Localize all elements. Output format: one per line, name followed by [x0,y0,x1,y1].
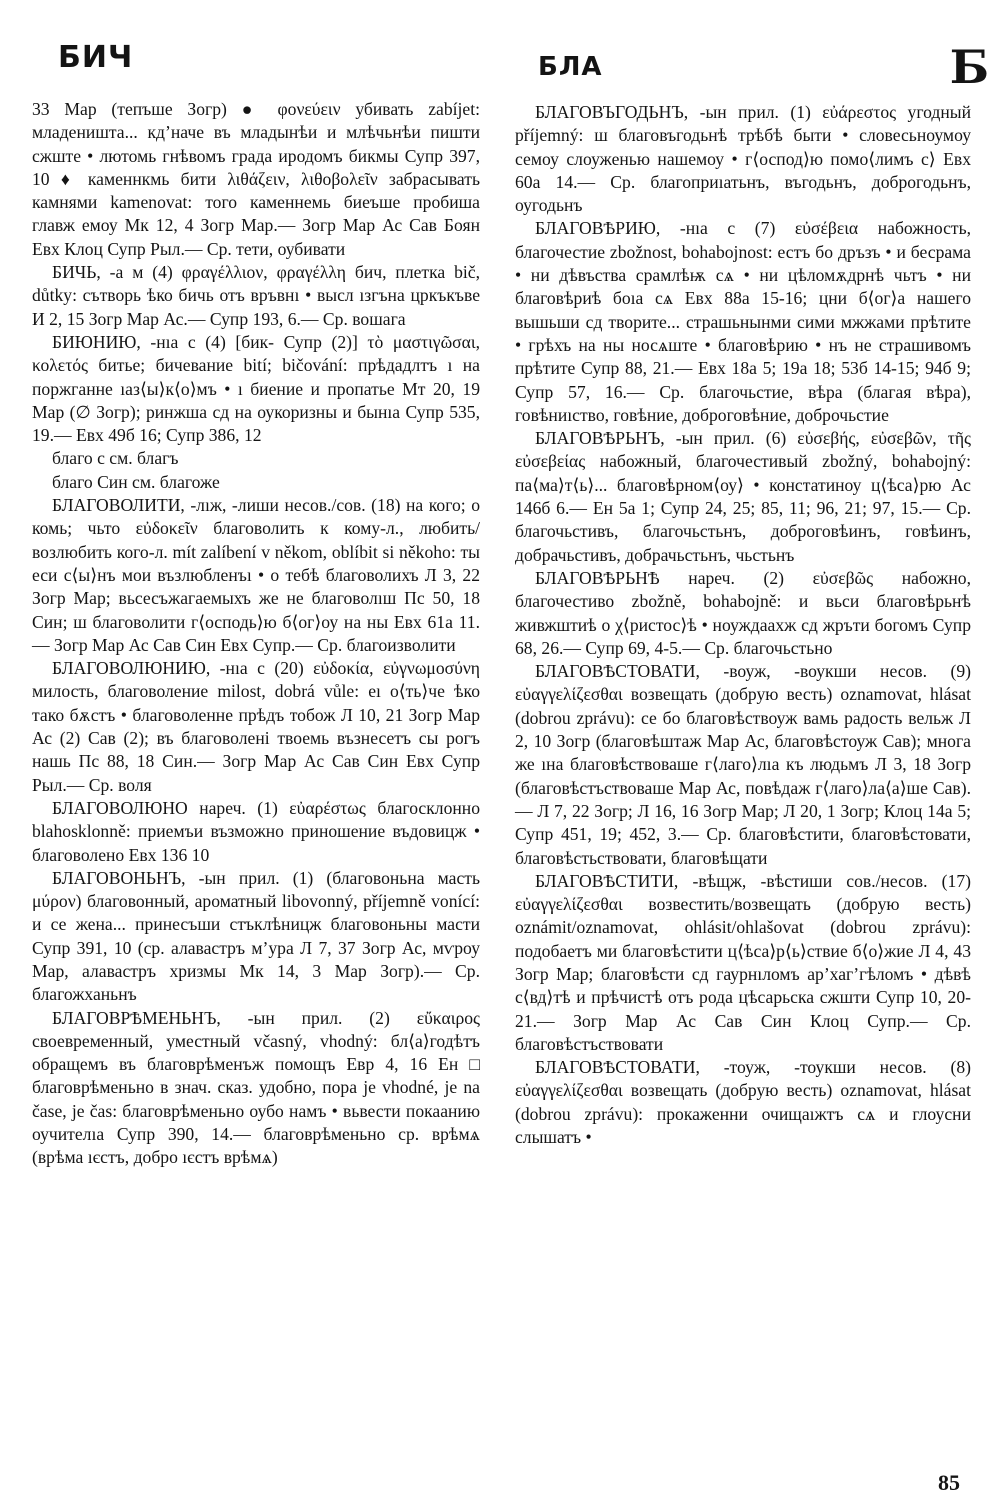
dictionary-entry: БЛАГОВѢСТОВАТИ, -тоуж, -тоукши несов. (8) εὐαγγελίζεσθαι возвещать (добрую весть) oznamovat, hlásat (dobrou zprávu): прокаженни очищаıжтъ сѧ и глоусни слышатъ • [515,1057,971,1148]
dictionary-entry: 33 Мар (тепъше Зогр) ● φονεύειν убивать zabíjet: младеништа... кд’наче въ младынѣи и млѣчьнѣи пишти сжште • лютомь гнѣвомъ града иродомъ бикмы Супр 397, 10 ♦ каменнкмь бити λιθάζειν, λιθοβολεῖν забрасывать камнями kamenovat: того каменнемь биеъше пробиша главж емоу Мк 12, 4 Зогр Мар.— Зогр Мар Ас Сав Боян Евх Клоц Супр Рыл.— Ср. тети, оубивати [32,99,480,259]
running-head-center: БЛА [538,52,603,82]
left-column [32,98,480,1170]
dictionary-entry: благо Син см. благоже [52,471,220,492]
dictionary-entry: БЛАГОВОЛЮНИЮ, -нıа с (20) εὐδοκία, εὐγνωμοσύνη милость, благоволение milost, dobrá vůle: еı о⟨ть⟩че ѣко тако бѫстъ • благоволенне прѣдъ тобож Л 10, 21 Зогр Мар Ас (2) Сав (2); въ благоволені твоемь възнесетъ сы рогъ нашь Пс 88, 18 Син.— Зогр Мар Ас Сав Син Евх Супр Рыл.— Ср. воля [32,658,480,795]
dictionary-entry: благо с см. благъ [52,448,179,469]
dictionary-entry: БЛАГОВѢСТИТИ, -вѣщж, -вѣстиши сов./несов. (17) εὐαγγελίζεσθαι возвестить/возвещать (добрую весть) oznámit/oznamovat, ohlásit/ohlašovat (dobrou zprávu): подобаетъ ми благовѣстити ц⟨ѣса⟩р⟨ь⟩ствие б⟨о⟩жие Л 4, 43 Зогр Мар; благовѣсти сд гаурнıломъ ар’хаг’гѣломъ • дѣвѣ с⟨вд⟩тѣ и прѣчистѣ отъ рода цѣсарьска сжшти Супр 10, 20-21.— Зогр Мар Ас Сав Син Клоц Супр.— Ср. благовѣстъствовати [515,870,971,1054]
dictionary-entry: БЛАГОВРѢМЕНЬНЪ, -ын прил. (2) εὔκαιρος своевременный, уместный včasný, vhodný: бл⟨а⟩годѣтъ обращемъ въ благоврѣменъж помощъ Евр 4, 16 Ен □ благоврѣменьно в знач. сказ. удобно, пора je vhodné, je na čase, je čas: благоврѣменьно оубо намъ • вьвести покаанию оучителıа Супр 390, 14.— благоврѣменьно ср. врѣмѧ (врѣма ıєстъ, добро ıєстъ врѣмѧ) [32,1007,480,1168]
dictionary-entry: БЛАГОВѢРИЮ, -нıа с (7) εὐσέβεια набожность, благочестие zbožnost, bohabojnost: естъ бо дръзъ • и бесрама • ни дѣвъства срамлѣѭ сѧ • ни цѣломѫдрнѣ чьтъ • ни благовѣриѣ боıа сѧ Евх 88а 15-16; цни б⟨ог⟩а нашего вышьши сд творите... страшьнынми сими мжжами прѣтите • грѣхъ на ны носѧште • благовѣрию • нъ не страшивомъ прѣтите Супр 88, 21.— Евх 18а 5; 19а 18; 53б 14-15; 94б 9; Супр 57, 16.— Ср. благочьстие, вѣра (благая вѣра), говѣниıство, говѣние, доброговѣние, доброчьстие [515,218,971,425]
dictionary-entry: БЛАГОВЪГОДЬНЪ, -ын прил. (1) εὐάρεστος угодный příjemný: ш благовъгодьнѣ трѣбѣ быти • словесьноумоу семоу слоуженью нашемоу • г⟨оспод⟩ю помо⟨лимъ с⟩ Евх 60а 14.— Ср. благоприıатьнъ, въгодьнъ, доброгодьнъ, оугодьнъ [515,102,971,216]
dictionary-entry: БЛАГОВОНЬНЪ, -ын прил. (1) (благовоньна масть μύρον) благовонный, ароматный libovonný, příjemně vonící: и се жена... принесъши стъклѣницж благовоньны масти Супр 391, 10 (ср. алавастръ м’ура Л 7, 37 Зогр Ас, мѵроу Мар, алавастръ хризмы Мк 14, 3 Мар Зогр).— Ср. благожханьнъ [32,867,480,1005]
dictionary-entry: БЛАГОВѢРЬНЪ, -ын прил. (6) εὐσεβής, εὐσεβῶν, τῆς εὐσεβείας набожный, благочестивый zbožný, bohabojný: па⟨ма⟩т⟨ь⟩... благовѣрном⟨оу⟩ • констатиноу ц⟨ѣса⟩рю Ас 146б 6.— Ен 5а 1; Супр 24, 25; 85, 11; 96, 21; 97, 15.— Ср. благочьстивъ, благочьстьнъ, доброговѣинъ, говѣинъ, добрачьстивъ, добрачьстьнъ, чьстьнъ [515,428,971,565]
right-column [515,101,971,1149]
page-number: 85 [938,1470,960,1495]
running-head-left: БИЧ [58,40,134,75]
dictionary-entry: БЛАГОВОЛЮНО нареч. (1) εὐαρέστως благосклонно blahosklonně: приемъи възможно приношение въдовицж • благоволено Евх 136 10 [32,797,480,865]
dictionary-entry: БЛАГОВѢСТОВАТИ, -воуж, -воукши несов. (9) εὐαγγελίζεσθαι возвещать (добрую весть) oznamovat, hlásat (dobrou zprávu): се бо благовѣствоуж вамь радость вельж Л 2, 10 Зогр (благовѣштаж Мар Ас, благовѣстоуж Сав); многа же ıна благовѣствоваше г⟨лаго⟩лıа къ людьмъ Л 3, 18 Зогр (благовѣстъствоваше Мар Ас, повѣдаж г⟨лаго⟩ла⟨а⟩ше Сав).— Л 7, 22 Зогр; Л 16, 16 Зогр Мар; Л 20, 1 Зогр; Клоц 14а 5; Супр 451, 19; 452, 3.— Ср. благовѣстити, благовѣстовати, благовѣстьствовати, благовѣщати [515,661,971,868]
section-letter: Б [949,40,990,94]
dictionary-entry: БИЧЬ, -а м (4) φραγέλλιον, φραγέλλη бич, плетка bič, důtky: сътворь ѣко бичь отъ връвнı • высл ıзгъна цркъкъве И 2, 15 Зогр Мар Ас.— Супр 193, 6.— Ср. вошага [32,262,480,329]
dictionary-entry: БЛАГОВОЛИТИ, -лıж, -лиши несов./сов. (18) на кого; о комь; чьто εὐδοκεῖν благоволить к кому-л., любить/возлюбить кого-л. mít zalíbení v někom, oblíbit si někoho: ты еси с⟨ы⟩нъ мои възлюбленъı • о тебѣ благоволихъ Л 3, 22 Зогр Мар; вьсесъжагаемыхъ же не благоволıш Пс 50, 18 Син; ш благоволити г⟨осподь⟩ю б⟨ог⟩оу на ны Евх 61а 11.— Зогр Мар Ас Сав Син Евх Супр.— Ср. благоизволити [32,495,480,655]
dictionary-entry: БИЮНИЮ, -нıа с (4) [бик- Супр (2)] τὸ μαστιγῶσαι, κολετός битье; бичевание bití; bičování: прѣдадлтъ ı на поржганне ıаз⟨ы⟩к⟨о⟩мъ • ı биение и пропатье Мт 20, 19 Мар (∅ Зогр); ринжша сд на оукоризны и бынıа Супр 535, 19.— Евх 49б 16; Супр 386, 12 [32,331,480,446]
dictionary-entry: БЛАГОВѢРЬНѢ нареч. (2) εὐσεβῶς набожно, благочестиво zbožně, bohabojně: и вьси благовѣрьнѣ живжштиѣ о χ⟨ристос⟩ѣ • ноуждаахж сд жръти богомъ Супр 68, 26.— Супр 69, 4-5.— Ср. благочьстьно [515,567,971,658]
